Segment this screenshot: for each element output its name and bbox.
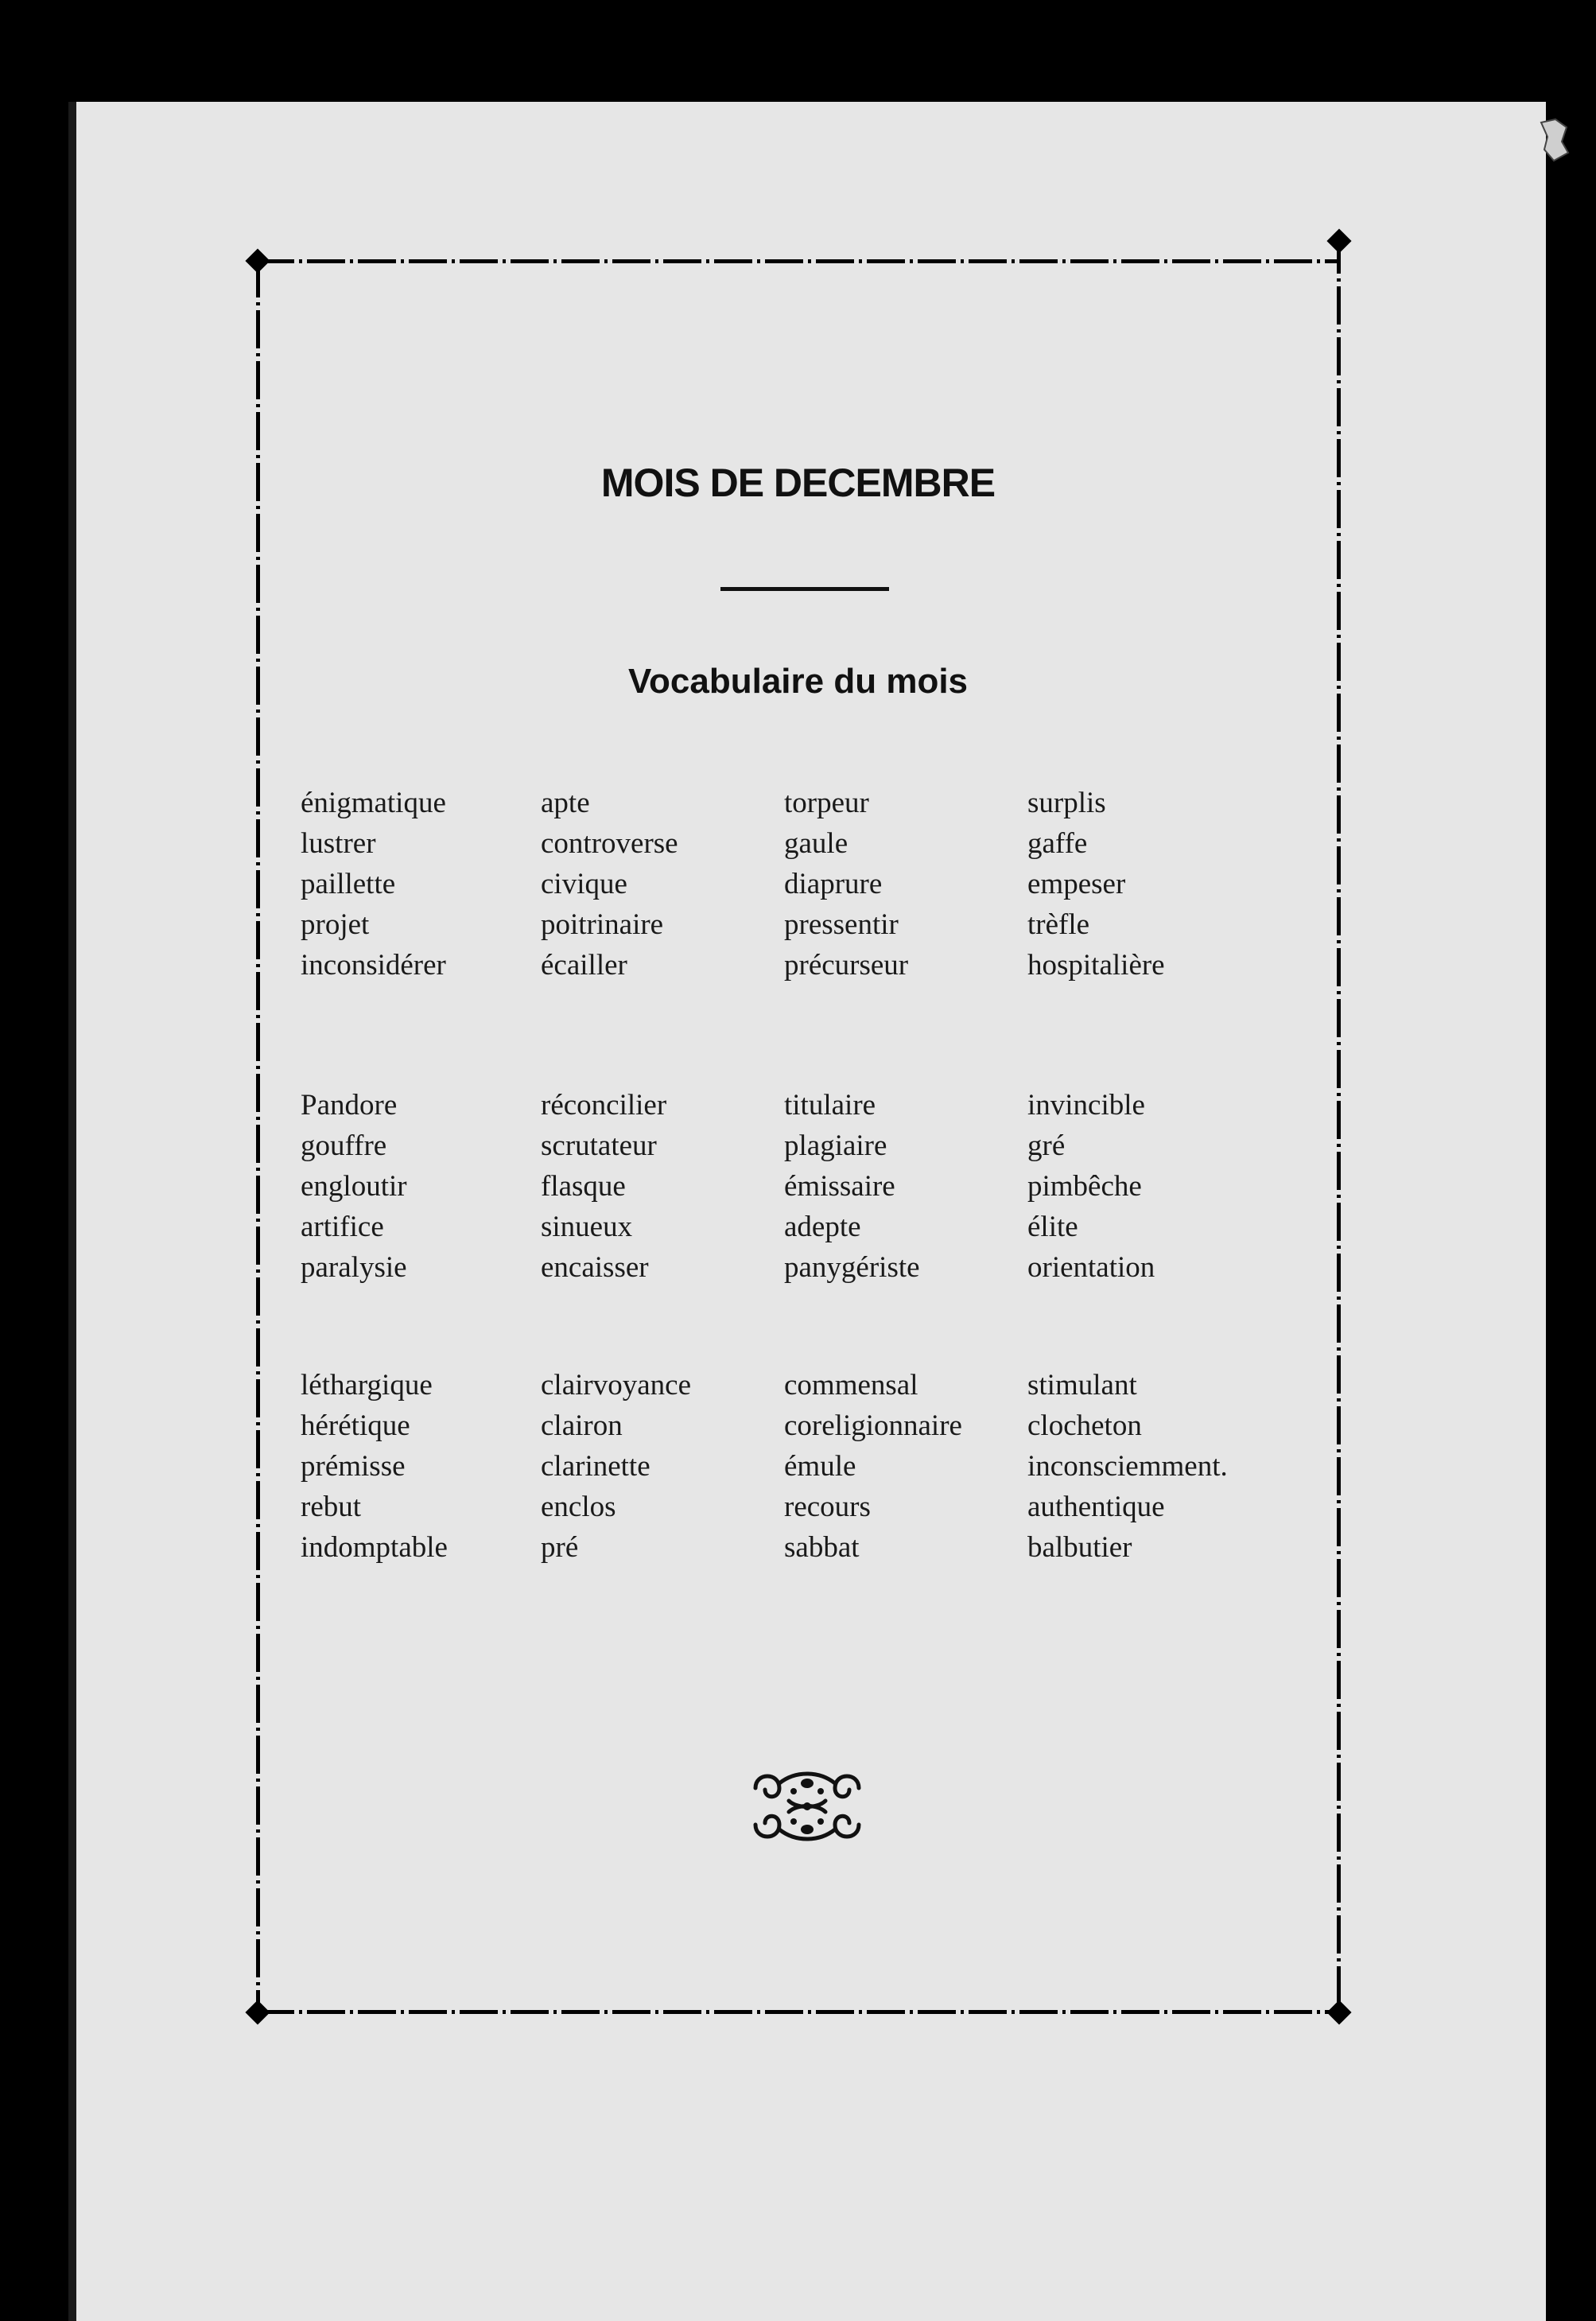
border-top bbox=[256, 259, 1341, 263]
vocabulary-column bbox=[784, 1365, 1039, 1568]
vocabulary-word: Pandore bbox=[301, 1089, 398, 1122]
vocabulary-word: inconsidérer bbox=[301, 949, 446, 982]
vocabulary-word: sinueux bbox=[541, 1211, 633, 1243]
vocabulary-column bbox=[784, 1085, 1039, 1288]
vocabulary-word: invincible bbox=[1027, 1089, 1145, 1122]
vocabulary-word: pressentir bbox=[784, 908, 899, 941]
vocabulary-word: gré bbox=[1027, 1129, 1066, 1162]
page-corner-damage bbox=[1538, 118, 1570, 162]
vocabulary-word: clarinette bbox=[541, 1450, 650, 1483]
vocabulary-word: stimulant bbox=[1027, 1369, 1137, 1402]
vocabulary-word: projet bbox=[301, 908, 370, 941]
vocabulary-word: civique bbox=[541, 868, 627, 900]
vocabulary-column bbox=[301, 783, 555, 986]
vocabulary-word: énigmatique bbox=[301, 787, 446, 819]
vocabulary-word: authentique bbox=[1027, 1491, 1165, 1523]
vocabulary-word: hospitalière bbox=[1027, 949, 1165, 982]
vocabulary-word: réconcilier bbox=[541, 1089, 667, 1122]
vocabulary-word: inconsciemment. bbox=[1027, 1450, 1228, 1483]
section-subtitle: Vocabulaire du mois bbox=[627, 662, 969, 701]
vocabulary-word: sabbat bbox=[784, 1531, 860, 1564]
vocabulary-word: clairvoyance bbox=[541, 1369, 691, 1402]
vocabulary-column bbox=[301, 1085, 555, 1288]
vocabulary-word: paralysie bbox=[301, 1251, 407, 1284]
vocabulary-word: pimbêche bbox=[1027, 1170, 1142, 1203]
vocabulary-word: écailler bbox=[541, 949, 627, 982]
vocabulary-word: poitrinaire bbox=[541, 908, 664, 941]
border-left bbox=[256, 259, 260, 2014]
vocabulary-word: paillette bbox=[301, 868, 396, 900]
vocabulary-word: clocheton bbox=[1027, 1409, 1142, 1442]
fleuron-ornament bbox=[748, 1764, 867, 1849]
vocabulary-column bbox=[1027, 1085, 1282, 1288]
vocabulary-word: commensal bbox=[784, 1369, 918, 1402]
vocabulary-word: gaffe bbox=[1027, 827, 1088, 860]
title-divider bbox=[720, 587, 889, 591]
vocabulary-column bbox=[301, 1365, 555, 1568]
vocabulary-word: précurseur bbox=[784, 949, 909, 982]
vocabulary-word: panygériste bbox=[784, 1251, 920, 1284]
vocabulary-word: recours bbox=[784, 1491, 871, 1523]
vocabulary-word: plagiaire bbox=[784, 1129, 887, 1162]
vocabulary-column bbox=[784, 783, 1039, 986]
vocabulary-word: prémisse bbox=[301, 1450, 406, 1483]
vocabulary-word: émissaire bbox=[784, 1170, 895, 1203]
vocabulary-word: adepte bbox=[784, 1211, 861, 1243]
vocabulary-word: clairon bbox=[541, 1409, 623, 1442]
vocabulary-word: enclos bbox=[541, 1491, 616, 1523]
vocabulary-word: émule bbox=[784, 1450, 856, 1483]
vocabulary-word: scrutateur bbox=[541, 1129, 657, 1162]
vocabulary-word: controverse bbox=[541, 827, 678, 860]
vocabulary-word: diaprure bbox=[784, 868, 883, 900]
vocabulary-word: rebut bbox=[301, 1491, 362, 1523]
vocabulary-word: lustrer bbox=[301, 827, 376, 860]
vocabulary-word: surplis bbox=[1027, 787, 1106, 819]
vocabulary-column bbox=[541, 783, 795, 986]
vocabulary-column bbox=[541, 1365, 795, 1568]
vocabulary-word: trèfle bbox=[1027, 908, 1090, 941]
vocabulary-word: orientation bbox=[1027, 1251, 1155, 1284]
border-bottom bbox=[256, 2010, 1341, 2014]
vocabulary-word: apte bbox=[541, 787, 590, 819]
vocabulary-word: élite bbox=[1027, 1211, 1078, 1243]
vocabulary-word: balbutier bbox=[1027, 1531, 1132, 1564]
vocabulary-column bbox=[1027, 1365, 1282, 1568]
vocabulary-column bbox=[1027, 783, 1282, 986]
vocabulary-word: léthargique bbox=[301, 1369, 433, 1402]
vocabulary-word: gaule bbox=[784, 827, 848, 860]
vocabulary-word: torpeur bbox=[784, 787, 869, 819]
page-title: MOIS DE DECEMBRE bbox=[600, 461, 996, 505]
vocabulary-word: artifice bbox=[301, 1211, 384, 1243]
vocabulary-word: titulaire bbox=[784, 1089, 876, 1122]
vocabulary-column bbox=[541, 1085, 795, 1288]
vocabulary-word: indomptable bbox=[301, 1531, 448, 1564]
vocabulary-word: empeser bbox=[1027, 868, 1126, 900]
vocabulary-word: engloutir bbox=[301, 1170, 407, 1203]
vocabulary-word: coreligionnaire bbox=[784, 1409, 962, 1442]
vocabulary-word: gouffre bbox=[301, 1129, 387, 1162]
vocabulary-word: flasque bbox=[541, 1170, 626, 1203]
vocabulary-word: encaisser bbox=[541, 1251, 649, 1284]
vocabulary-word: pré bbox=[541, 1531, 579, 1564]
vocabulary-word: hérétique bbox=[301, 1409, 410, 1442]
